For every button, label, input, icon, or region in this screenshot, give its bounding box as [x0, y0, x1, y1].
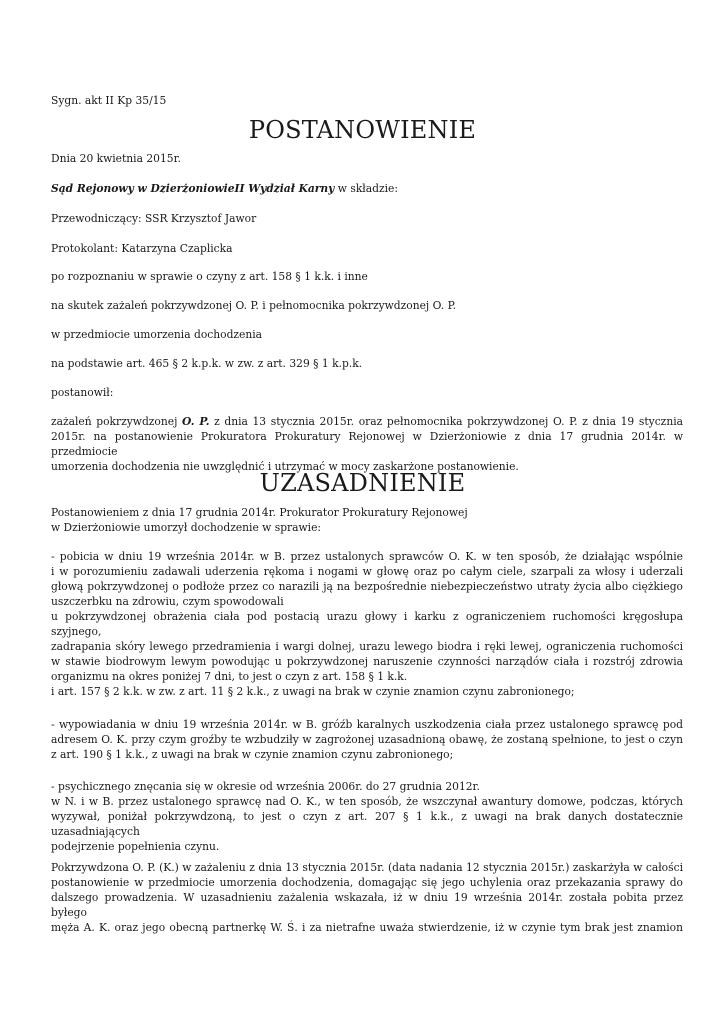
text-line: - wypowiadania w dniu 19 września 2014r. w B. gróźb karalnych uszkodzenia ciała przez ustalonego sprawcę pod — [51, 718, 683, 731]
reasons-title: UZASADNIENIE — [259, 469, 466, 497]
text-line: u pokrzywdzonej obrażenia ciała pod postacią urazu głowy i karku z ograniczeniem ruchomości kręgosłupa szyjnego, — [51, 610, 683, 638]
text-line: i w porozumieniu zadawali uderzenia rękoma i nogami w głowę oraz po całym ciele, szarpali za włosy i uderzali — [51, 565, 683, 578]
text-line: dalszego prowadzenia. W uzasadnieniu zażalenia wskazała, iż w dniu 19 września 2014r. została pobita przez byłego — [51, 891, 683, 919]
reasons-point-threats — [51, 717, 683, 762]
reasons-intro — [51, 505, 683, 535]
ruling-line: umorzenia dochodzenia nie uwzględnić i utrzymać w mocy zaskarżone postanowienie. — [51, 460, 519, 473]
ruling-text: z dnia 13 stycznia 2015r. oraz pełnomocnika pokrzywdzonej O. P. z dnia 19 stycznia — [209, 415, 683, 428]
text-line: w N. i w B. przez ustalonego sprawcę nad O. K., w ten sposób, że wszczynał awantury domowe, podczas, których — [51, 795, 683, 808]
court-composition-suffix: w składzie: — [334, 182, 398, 195]
text-line: podejrzenie popełnienia czynu. — [51, 840, 220, 853]
complainant-name: O. P. — [182, 415, 210, 428]
text-line: z art. 190 § 1 k.k., z uwagi na brak w czynie znamion czynu zabronionego; — [51, 748, 454, 761]
reasons-point-assault — [51, 549, 683, 699]
court-composition — [51, 181, 683, 196]
legal-basis-line: na podstawie art. 465 § 2 k.p.k. w zw. z art. 329 § 1 k.p.k. — [51, 357, 363, 370]
decided-line: postanowił: — [51, 386, 114, 399]
ruling-line: 2015r. na postanowienie Prokuratora Prokuratury Rejonowej w Dzierżoniowie z dnia 17 grudnia 2014r. w przedmiocie — [51, 430, 683, 458]
text-line: głową pokrzywdzonej o podłoże przez co narazili ją na bezpośrednie niebezpieczeństwo utraty życia albo ciężkiego — [51, 580, 683, 593]
text-line: adresem O. K. przy czym groźby te wzbudziły w zagrożonej uzasadnioną obawę, że zostaną spełnione, to jest o czyn — [51, 733, 683, 746]
text-line: w stawie biodrowym lewym powodując u pokrzywdzonej naruszenie czynności narządów ciała i rozstrój zdrowia — [51, 655, 683, 668]
text-line: Postanowieniem z dnia 17 grudnia 2014r. Prokurator Prokuratury Rejonowej — [51, 506, 468, 519]
ruling-paragraph — [51, 414, 683, 474]
text-line: zadrapania skóry lewego przedramienia i wargi dolnej, urazu lewego biodra i ręki lewej, ograniczenia ruchomości — [51, 640, 683, 653]
text-line: uszczerbku na zdrowiu, czym spowodowali — [51, 595, 284, 608]
court-clerk: Protokolant: Katarzyna Czaplicka — [51, 242, 233, 255]
text-line: - psychicznego znęcania się w okresie od września 2006r. do 27 grudnia 2012r. — [51, 780, 480, 793]
subject-line: w przedmiocie umorzenia dochodzenia — [51, 328, 263, 341]
decision-date: Dnia 20 kwietnia 2015r. — [51, 152, 181, 165]
complaint-paragraph — [51, 860, 683, 935]
text-line: wyzywał, poniżał pokrzywdzoną, to jest o czyn z art. 207 § 1 k.k., z uwagi na brak danych dostatecznie uzasadniających — [51, 810, 683, 838]
case-number: Sygn. akt II Kp 35/15 — [51, 94, 167, 107]
reasons-point-abuse — [51, 779, 683, 854]
text-line: organizmu na okres poniżej 7 dni, to jest o czyn z art. 158 § 1 k.k. — [51, 670, 408, 683]
text-line: i art. 157 § 2 k.k. w zw. z art. 11 § 2 k.k., z uwagi na brak w czynie znamion czynu zabronionego; — [51, 685, 575, 698]
consideration-line: po rozpoznaniu w sprawie o czyny z art. 158 § 1 k.k. i inne — [51, 270, 368, 283]
complaints-line: na skutek zażaleń pokrzywdzonej O. P. i pełnomocnika pokrzywdzonej O. P. — [51, 299, 456, 312]
ruling-text: zażaleń pokrzywdzonej — [51, 415, 183, 428]
text-line: Pokrzywdzona O. P. (K.) w zażaleniu z dnia 13 stycznia 2015r. (data nadania 12 stycznia 2015r.) zaskarżyła w całości — [51, 861, 683, 874]
text-line: w Dzierżoniowie umorzył dochodzenie w sprawie: — [51, 521, 322, 534]
text-line: męża A. K. oraz jego obecną partnerkę W. Ś. i za nietrafne uważa stwierdzenie, iż w czynie tym brak jest znamion — [51, 921, 683, 934]
court-name: Sąd Rejonowy w DzierżoniowieII Wydział Karny — [51, 182, 335, 195]
text-line: postanowienie w przedmiocie umorzenia dochodzenia, domagając się jego uchylenia oraz przekazania sprawy do — [51, 876, 683, 889]
document-title: POSTANOWIENIE — [248, 116, 477, 144]
ruling-line — [51, 414, 683, 429]
presiding-judge: Przewodniczący: SSR Krzysztof Jawor — [51, 212, 257, 225]
text-line: - pobicia w dniu 19 września 2014r. w B. przez ustalonych sprawców O. K. w ten sposób, że działając wspólnie — [51, 550, 683, 563]
